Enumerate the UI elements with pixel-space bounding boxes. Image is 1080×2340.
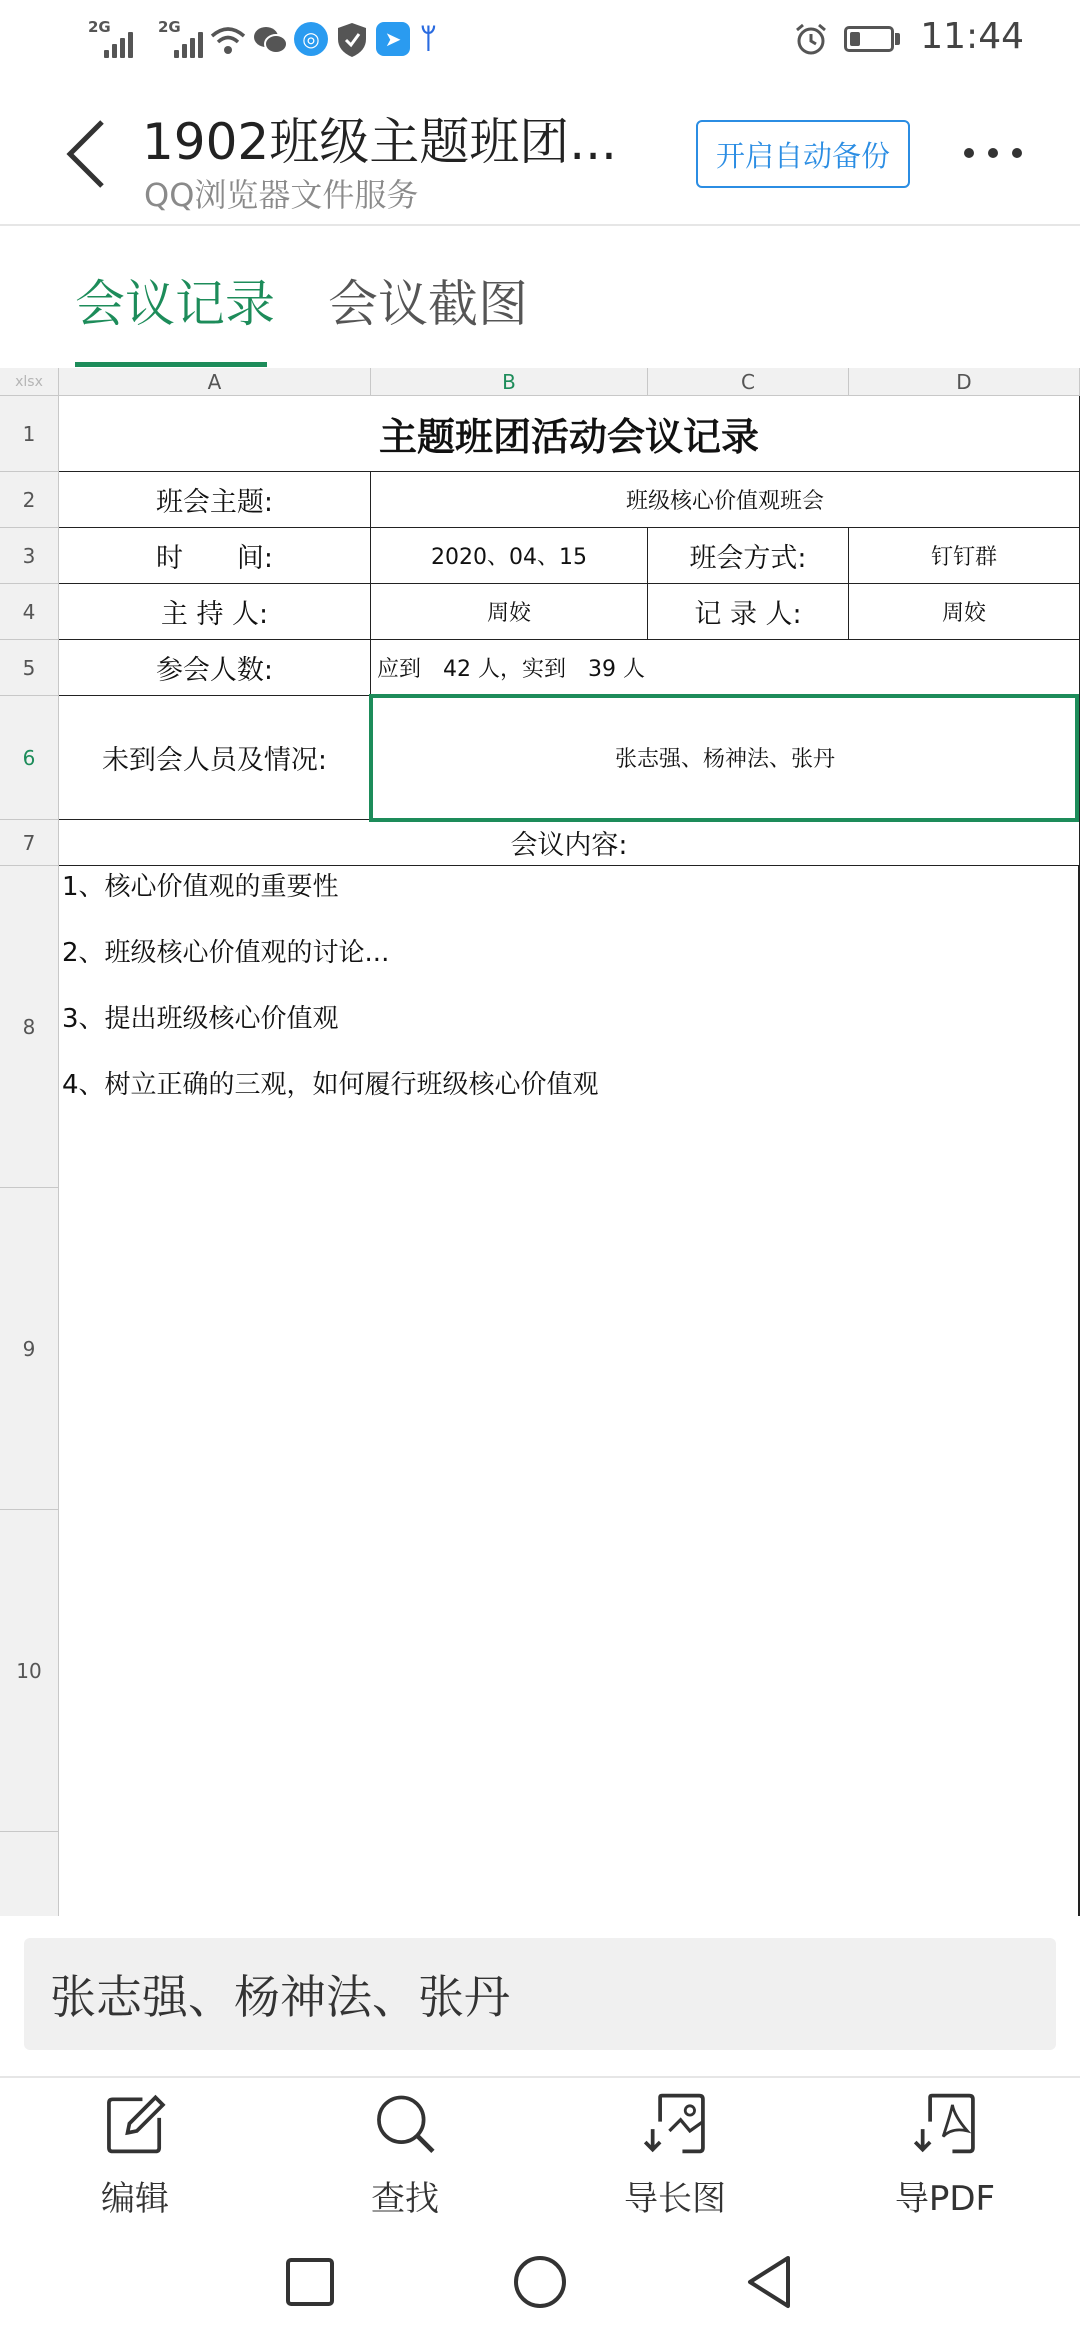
status-bar bbox=[0, 0, 1080, 80]
row-header-4[interactable]: 4 bbox=[0, 584, 59, 640]
bank-icon: ᛘ bbox=[420, 22, 437, 55]
row-header-3[interactable]: 3 bbox=[0, 528, 59, 584]
content-item-3: 3、提出班级核心价值观 bbox=[62, 1004, 339, 1034]
column-header-c[interactable]: C bbox=[648, 368, 849, 396]
content-item-1: 1、核心价值观的重要性 bbox=[62, 872, 339, 902]
network-type-2: 2G bbox=[158, 18, 181, 36]
active-tab-indicator bbox=[75, 362, 267, 367]
find-label: 查找 bbox=[371, 2179, 439, 2219]
content-item-4: 4、树立正确的三观，如何履行班级核心价值观 bbox=[62, 1070, 599, 1100]
clock: 11:44 bbox=[920, 16, 1024, 57]
row-header-1[interactable]: 1 bbox=[0, 396, 59, 472]
toolbar-divider bbox=[0, 2076, 1080, 2078]
long-image-icon bbox=[639, 2090, 711, 2157]
row-header-9[interactable]: 9 bbox=[0, 1188, 59, 1510]
sheet-corner: xlsx bbox=[0, 368, 59, 396]
row-header-11[interactable] bbox=[0, 1832, 59, 1916]
home-icon[interactable] bbox=[510, 2252, 570, 2312]
pdf-icon bbox=[909, 2090, 981, 2157]
edit-button[interactable] bbox=[40, 2090, 230, 2220]
export-long-image-button[interactable] bbox=[580, 2090, 770, 2220]
battery-level bbox=[850, 32, 860, 46]
auto-backup-button[interactable]: 开启自动备份 bbox=[696, 120, 910, 188]
host-value-cell[interactable]: 周姣 bbox=[371, 584, 648, 640]
column-header-d[interactable]: D bbox=[849, 368, 1080, 396]
column-header-a[interactable]: A bbox=[59, 368, 371, 396]
row-header-2[interactable]: 2 bbox=[0, 472, 59, 528]
shield-icon bbox=[336, 22, 368, 58]
find-button[interactable] bbox=[310, 2090, 500, 2220]
content-label-cell[interactable]: 会议内容: bbox=[59, 820, 1080, 866]
export-long-image-label: 导长图 bbox=[624, 2179, 726, 2219]
export-pdf-button[interactable] bbox=[850, 2090, 1040, 2220]
battery-icon bbox=[844, 26, 894, 52]
recorder-value-cell[interactable]: 周姣 bbox=[849, 584, 1080, 640]
export-pdf-label: 导PDF bbox=[894, 2179, 996, 2219]
page-subtitle: QQ浏览器文件服务 bbox=[144, 176, 419, 214]
absent-value-cell[interactable]: 张志强、杨神法、张丹 bbox=[371, 696, 1080, 820]
host-label-cell[interactable]: 主 持 人: bbox=[59, 584, 371, 640]
row-header-7[interactable]: 7 bbox=[0, 820, 59, 866]
spreadsheet-view[interactable] bbox=[0, 368, 1080, 1916]
absent-label-cell[interactable]: 未到会人员及情况: bbox=[59, 696, 371, 820]
theme-value-cell[interactable]: 班级核心价值观班会 bbox=[371, 472, 1080, 528]
edit-label: 编辑 bbox=[101, 2179, 169, 2219]
sheet-title-cell[interactable]: 主题班团活动会议记录 bbox=[59, 396, 1080, 472]
recorder-label-cell[interactable]: 记 录 人: bbox=[648, 584, 849, 640]
cell-content-preview[interactable]: 张志强、杨神法、张丹 bbox=[24, 1938, 1056, 2050]
column-header-b[interactable]: B bbox=[371, 368, 648, 396]
network-type-1: 2G bbox=[88, 18, 111, 36]
battery-tip bbox=[895, 33, 900, 45]
signal-icon-1 bbox=[88, 18, 133, 58]
time-label-cell[interactable]: 时 间: bbox=[59, 528, 371, 584]
method-value-cell[interactable]: 钉钉群 bbox=[849, 528, 1080, 584]
edit-icon bbox=[99, 2090, 171, 2157]
recents-icon[interactable] bbox=[280, 2252, 340, 2312]
row-header-6[interactable]: 6 bbox=[0, 696, 59, 820]
back-nav-icon[interactable] bbox=[740, 2252, 800, 2312]
tab-meeting-record[interactable]: 会议记录 bbox=[75, 275, 275, 333]
qq-browser-icon: ◎ bbox=[294, 22, 328, 56]
alarm-icon bbox=[794, 22, 828, 56]
search-icon bbox=[369, 2090, 441, 2157]
more-options-icon[interactable] bbox=[964, 148, 1022, 158]
signal-icon-2 bbox=[158, 18, 203, 58]
row-header-5[interactable]: 5 bbox=[0, 640, 59, 696]
attendance-value-cell[interactable]: 应到 42 人，实到 39 人 bbox=[371, 640, 1080, 696]
row-header-10[interactable]: 10 bbox=[0, 1510, 59, 1832]
page-title: 1902班级主题班团... bbox=[142, 113, 617, 171]
tab-meeting-screenshots[interactable]: 会议截图 bbox=[328, 275, 528, 333]
alipay-icon: ➤ bbox=[376, 22, 410, 56]
wifi-icon bbox=[210, 24, 246, 56]
method-label-cell[interactable]: 班会方式: bbox=[648, 528, 849, 584]
header-divider bbox=[0, 224, 1080, 226]
attendance-label-cell[interactable]: 参会人数: bbox=[59, 640, 371, 696]
row-header-8[interactable]: 8 bbox=[0, 866, 59, 1188]
time-value-cell[interactable]: 2020、04、15 bbox=[371, 528, 648, 584]
wechat-icon bbox=[252, 24, 288, 56]
back-icon[interactable] bbox=[62, 118, 112, 190]
content-item-2: 2、班级核心价值观的讨论... bbox=[62, 938, 390, 968]
theme-label-cell[interactable]: 班会主题: bbox=[59, 472, 371, 528]
